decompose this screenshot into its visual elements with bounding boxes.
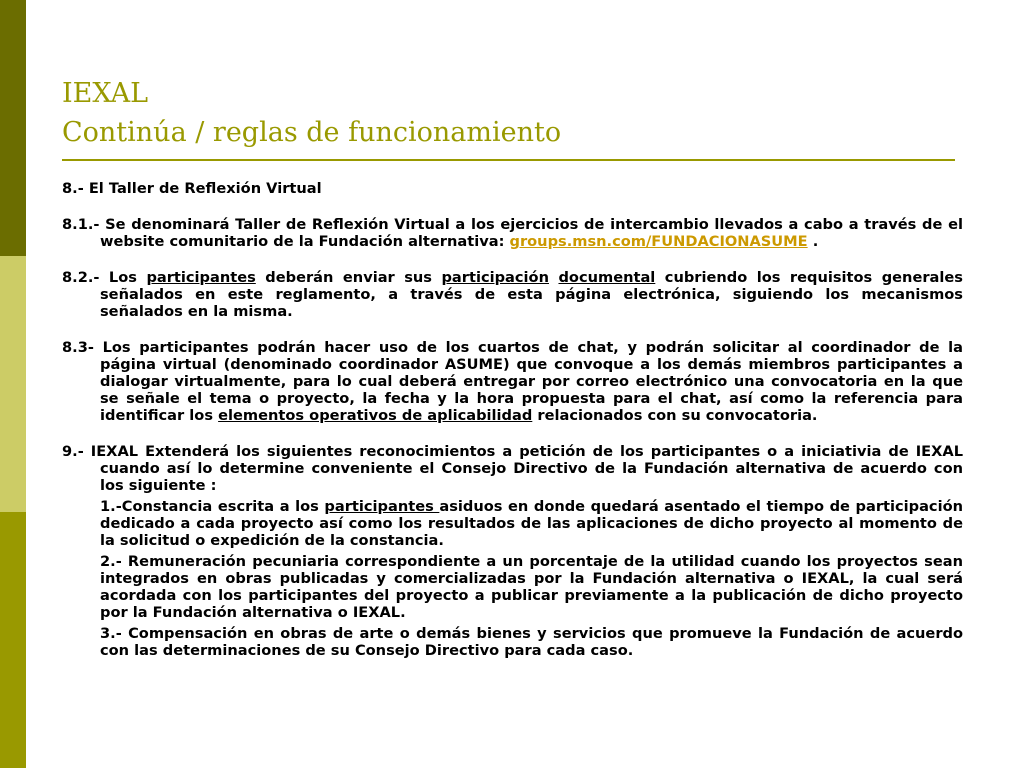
paragraph-8-2: [62, 269, 963, 320]
left-bar-top: [0, 0, 26, 256]
fundacion-asume-link[interactable]: groups.msn.com/FUNDACIONASUME: [509, 233, 808, 250]
title-divider: [62, 159, 955, 161]
paragraph-8-3-text-b: relacionados con su convocatoria.: [532, 407, 818, 424]
item-1-text-a: 1.-Constancia escrita a los: [100, 498, 325, 515]
slide-title-line2: Continúa / reglas de funcionamiento: [62, 117, 562, 148]
left-bar-bottom: [0, 512, 26, 768]
item-2: 2.- Remuneración pecuniaria correspondiente a un porcentaje de la utilidad cuando los proyectos sean integrados en obras publicadas y comercializadas por la Fundación alternativa o IEXAL, la cual será acordada con los participantes del proyecto a publicar previamente a la publicación de dicho proyecto por la Fundación alternativa o IEXAL.: [100, 553, 963, 621]
paragraph-8-1-end: .: [807, 233, 819, 250]
paragraph-8-3-text-a: 8.3- Los participantes podrán hacer uso de los cuartos de chat, y podrán solicitar al coordinador de la página virtual (denominado coordinador ASUME) que convoque a los demás miembros participantes a dialogar virtualmente, para lo cual deberá entregar por correo electrónico una convocatoria en la que se señale el tema o proyecto, la fecha y la hora propuesta para el chat, así como la referencia para identificar los: [62, 339, 963, 424]
item-1-text-b: asiduos en donde quedará asentado el tiempo de participación dedicado a cada proyecto así como los resultados de las aplicaciones de dicho proyecto al momento de la solicitud o expedición de la constancia.: [100, 498, 964, 549]
participacion-underlined: participación: [441, 269, 549, 286]
paragraph-8-1-text: 8.1.- Se denominará Taller de Reflexión Virtual a los ejercicios de intercambio llevados a cabo a través de el website comunitario de la Fundación alternativa:: [62, 216, 963, 250]
paragraph-8-2-text-a: 8.2.- Los: [62, 269, 147, 286]
section-8-heading: 8.- El Taller de Reflexión Virtual: [62, 180, 322, 197]
paragraph-8-2-text-b: deberán enviar sus: [255, 269, 442, 286]
item-3: 3.- Compensación en obras de arte o demás bienes y servicios que promueve la Fundación de acuerdo con las determinaciones de su Consejo Directivo para cada caso.: [100, 625, 963, 659]
slide-body: [62, 180, 963, 659]
documental-underlined: documental: [558, 269, 656, 286]
paragraph-8-3: [62, 339, 963, 424]
item-1-participantes-underlined: participantes: [324, 498, 440, 515]
elementos-operativos-underlined: elementos operativos de aplicabilidad: [218, 407, 533, 424]
participantes-underlined: participantes: [146, 269, 256, 286]
slide-title: [62, 74, 561, 152]
left-bar-middle: [0, 256, 26, 512]
paragraph-8-1: [62, 216, 963, 250]
paragraph-9: 9.- IEXAL Extenderá los siguientes reconocimientos a petición de los participantes o a iniciativia de IEXAL cuando así lo determine conveniente el Consejo Directivo de la Fundación alternativa de acuerdo con los siguiente :: [62, 443, 963, 494]
item-1: [100, 498, 963, 549]
paragraph-8-2-text-d: cubriendo los requisitos generales señalados en este reglamento, a través de esta página electrónica, siguiendo los mecanismos señalados en la misma.: [100, 269, 963, 320]
slide-title-line1: IEXAL: [62, 78, 149, 109]
